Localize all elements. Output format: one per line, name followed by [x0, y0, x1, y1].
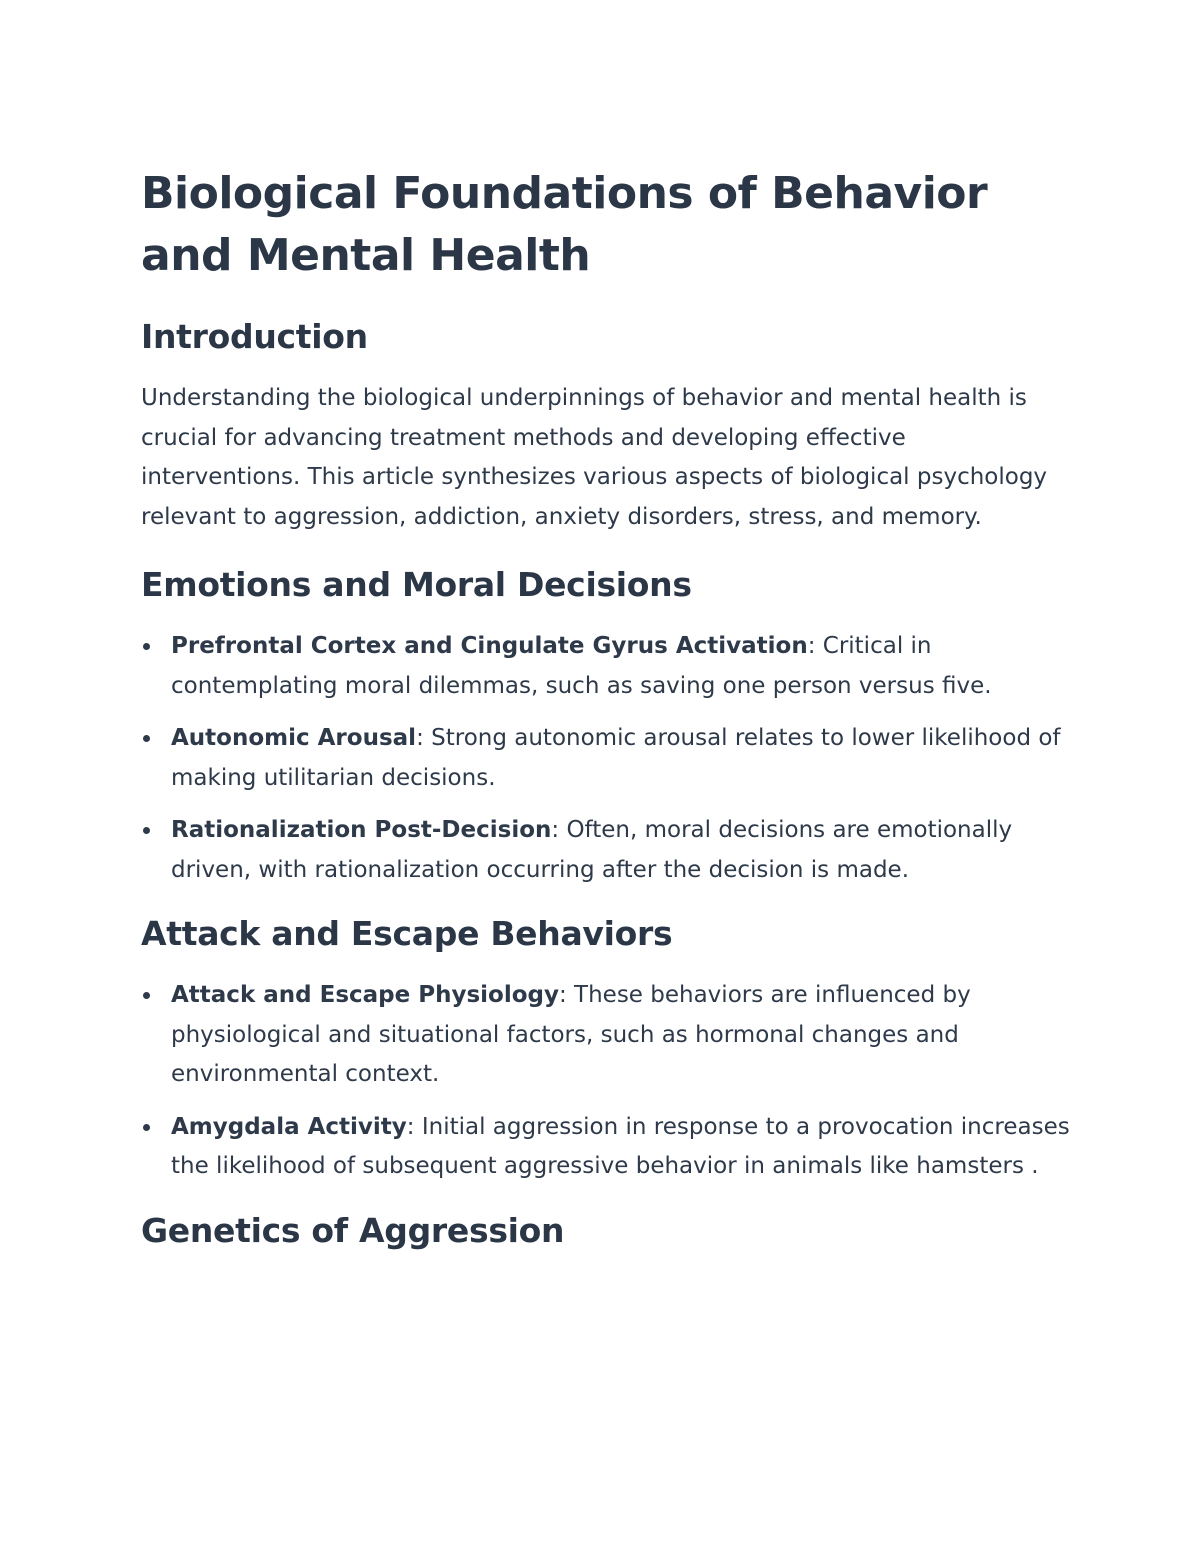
list-item-text: : Initial aggression in response to a provocation increases the likelihood of subsequent aggressive behavior in animals like hamsters . — [171, 1113, 1070, 1179]
bullet-icon — [143, 827, 150, 834]
emotions-list — [141, 627, 1071, 890]
bullet-icon — [143, 735, 150, 742]
document-title: Biological Foundations of Behavior and Mental Health — [141, 168, 988, 281]
list-item — [141, 976, 1071, 1095]
list-item-text: : Strong autonomic arousal relates to lower likelihood of making utilitarian decisions. — [171, 725, 1061, 791]
list-item — [141, 811, 1071, 890]
section-heading-introduction: Introduction — [141, 317, 368, 356]
document-page — [141, 163, 1071, 1273]
section-heading-emotions: Emotions and Moral Decisions — [141, 565, 692, 604]
bullet-icon — [143, 643, 150, 650]
list-item-term: Attack and Escape Physiology — [171, 982, 559, 1008]
bullet-icon — [143, 992, 150, 999]
list-item — [141, 627, 1071, 706]
introduction-paragraph: Understanding the biological underpinnings of behavior and mental health is crucial for advancing treatment methods and developing effective interventions. This article synthesizes various aspects of biological psychology relevant to aggression, addiction, anxiety disorders, stress, and memory. — [141, 385, 1048, 530]
list-item-text: : These behaviors are influenced by physiological and situational factors, such as hormonal changes and environmental context. — [171, 982, 971, 1087]
list-item — [141, 719, 1071, 798]
bullet-icon — [143, 1124, 150, 1131]
section-heading-genetics: Genetics of Aggression — [141, 1210, 565, 1250]
list-item-text: : Often, moral decisions are emotionally driven, with rationalization occurring after the decision is made. — [171, 817, 1013, 883]
attack-escape-list — [141, 976, 1071, 1187]
list-item-term: Rationalization Post-Decision — [171, 817, 552, 843]
list-item-text: : Critical in contemplating moral dilemmas, such as saving one person versus five. — [171, 633, 992, 699]
list-item — [141, 1108, 1071, 1187]
list-item-term: Prefrontal Cortex and Cingulate Gyrus Activation — [171, 633, 808, 659]
list-item-term: Autonomic Arousal — [171, 725, 417, 751]
section-heading-attack-escape: Attack and Escape Behaviors — [141, 914, 673, 953]
list-item-term: Amygdala Activity — [171, 1113, 407, 1140]
